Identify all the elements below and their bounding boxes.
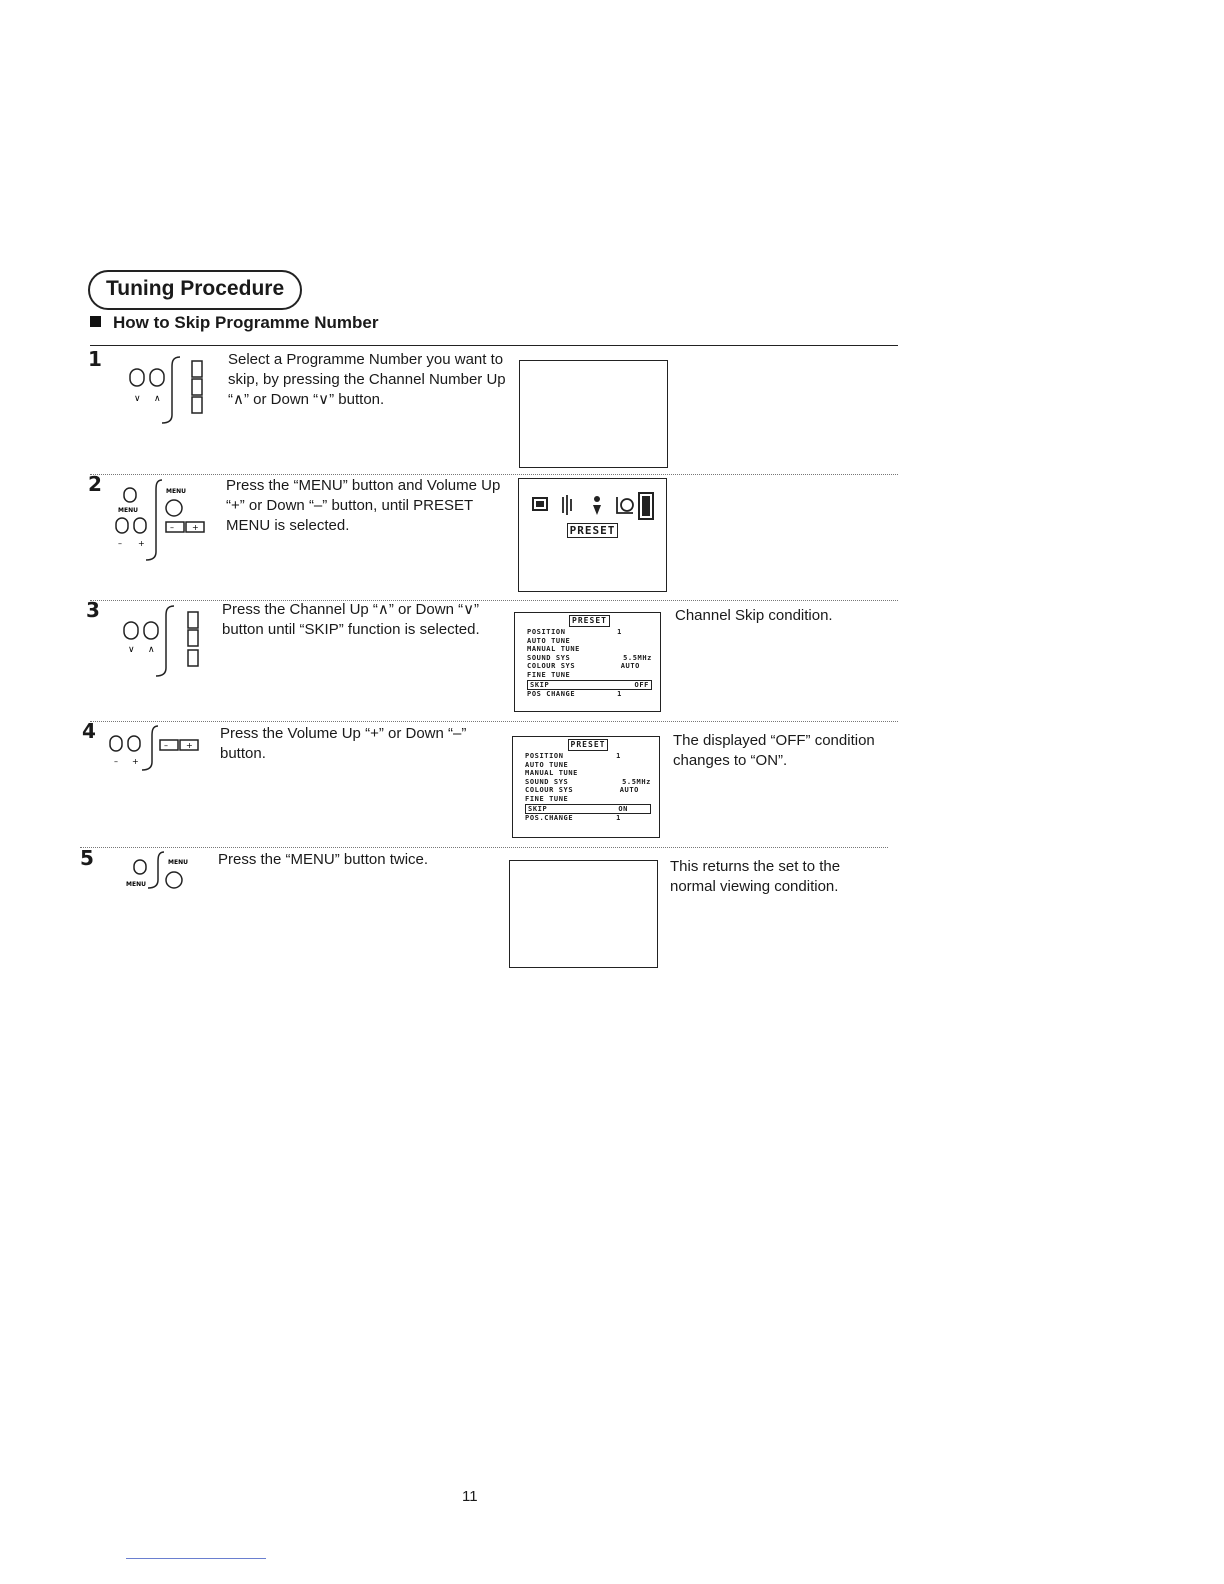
step-1-instruction: Select a Programme Number you want to skip, by pressing the Channel Number Up “∧” or Down “∨” button. [228, 351, 506, 408]
menu-button-icon [112, 850, 202, 900]
menu-icons-row [529, 491, 659, 521]
menu-volume-buttons-icon [110, 478, 220, 566]
up-arrow-label-2: ∧ [148, 645, 155, 655]
step-3-note: Channel Skip condition. [675, 607, 833, 624]
osd-title: PRESET [568, 739, 609, 751]
menu-label-2: MENU [166, 488, 186, 495]
osd-row: POSITION 1 [525, 752, 621, 760]
down-arrow-label: ∨ [134, 394, 141, 404]
divider-3 [90, 721, 898, 722]
bullet-square-icon [90, 316, 101, 327]
section-title: Tuning Procedure [88, 270, 302, 310]
subheading [90, 313, 378, 333]
osd-row: POSITION 1 [527, 628, 622, 636]
step-5-instruction: Press the “MENU” button twice. [218, 851, 429, 868]
osd-row: FINE TUNE [525, 794, 569, 803]
plus-label-4: + [186, 741, 193, 750]
step-number-4: 4 [82, 719, 96, 743]
osd-row: FINE TUNE [527, 670, 571, 679]
osd-row: AUTO TUNE [525, 760, 569, 769]
osd-row: AUTO TUNE [527, 636, 571, 645]
tv-screen-step-1 [519, 360, 668, 468]
down-arrow-label-2: ∨ [128, 645, 135, 655]
menu-label: MENU [118, 507, 138, 514]
minus-label-4: – [164, 741, 168, 750]
page-number: 11 [462, 1488, 478, 1505]
tv-screen-step-2 [518, 478, 667, 592]
minus-label-2: – [118, 539, 122, 548]
step-number-5: 5 [80, 846, 94, 870]
up-arrow-label: ∧ [154, 394, 161, 404]
step-number-1: 1 [88, 347, 102, 371]
volume-buttons-icon [104, 724, 214, 774]
osd-row: MANUAL TUNE [527, 645, 580, 654]
tv-screen-step-3 [514, 612, 661, 712]
subheading-text: How to Skip Programme Number [113, 313, 379, 332]
step-number-2: 2 [88, 472, 102, 496]
osd-row: SOUND SYS 5.5MHz [525, 777, 651, 786]
osd-skip-row-off: SKIP OFF [527, 680, 652, 691]
tv-screen-step-5 [509, 860, 658, 968]
osd-row: SOUND SYS 5.5MHz [527, 653, 652, 662]
plus-label: + [192, 523, 199, 532]
osd-row: POS CHANGE 1 [527, 690, 622, 699]
step-4-note: The displayed “OFF” condition changes to “ON”. [673, 732, 875, 769]
minus-label-3: – [114, 757, 118, 766]
step-2-instruction: Press the “MENU” button and Volume Up “+” or Down “–” button, until PRESET MENU is selected. [226, 477, 501, 534]
step-4-instruction: Press the Volume Up “+” or Down “–” button. [220, 725, 467, 762]
channel-buttons-icon-2 [112, 604, 207, 676]
step-3-instruction: Press the Channel Up “∧” or Down “∨” button until “SKIP” function is selected. [222, 601, 480, 638]
step-5-note: This returns the set to the normal viewing condition. [670, 858, 841, 895]
header-rule [90, 345, 898, 346]
osd-row: MANUAL TUNE [525, 769, 578, 778]
osd-title: PRESET [569, 615, 610, 627]
plus-label-3: + [132, 757, 139, 766]
plus-label-2: + [138, 539, 145, 548]
menu-label-3: MENU [126, 881, 146, 888]
sound-icon [563, 495, 571, 515]
osd-row: COLOUR SYS AUTO [527, 662, 640, 671]
osd-skip-row-on: SKIP ON [525, 804, 651, 815]
osd-row: POS.CHANGE 1 [525, 814, 621, 823]
tv-screen-step-4 [512, 736, 660, 838]
menu-label-4: MENU [168, 859, 188, 866]
divider-1 [90, 474, 898, 475]
osd-row: COLOUR SYS AUTO [525, 786, 639, 795]
minus-label: – [170, 523, 174, 532]
preset-menu-label: PRESET [567, 523, 619, 538]
step-number-3: 3 [86, 598, 100, 622]
channel-buttons-icon [118, 355, 213, 427]
divider-4 [80, 847, 888, 848]
setup-icon [594, 496, 600, 502]
footer-line [126, 1558, 266, 1559]
